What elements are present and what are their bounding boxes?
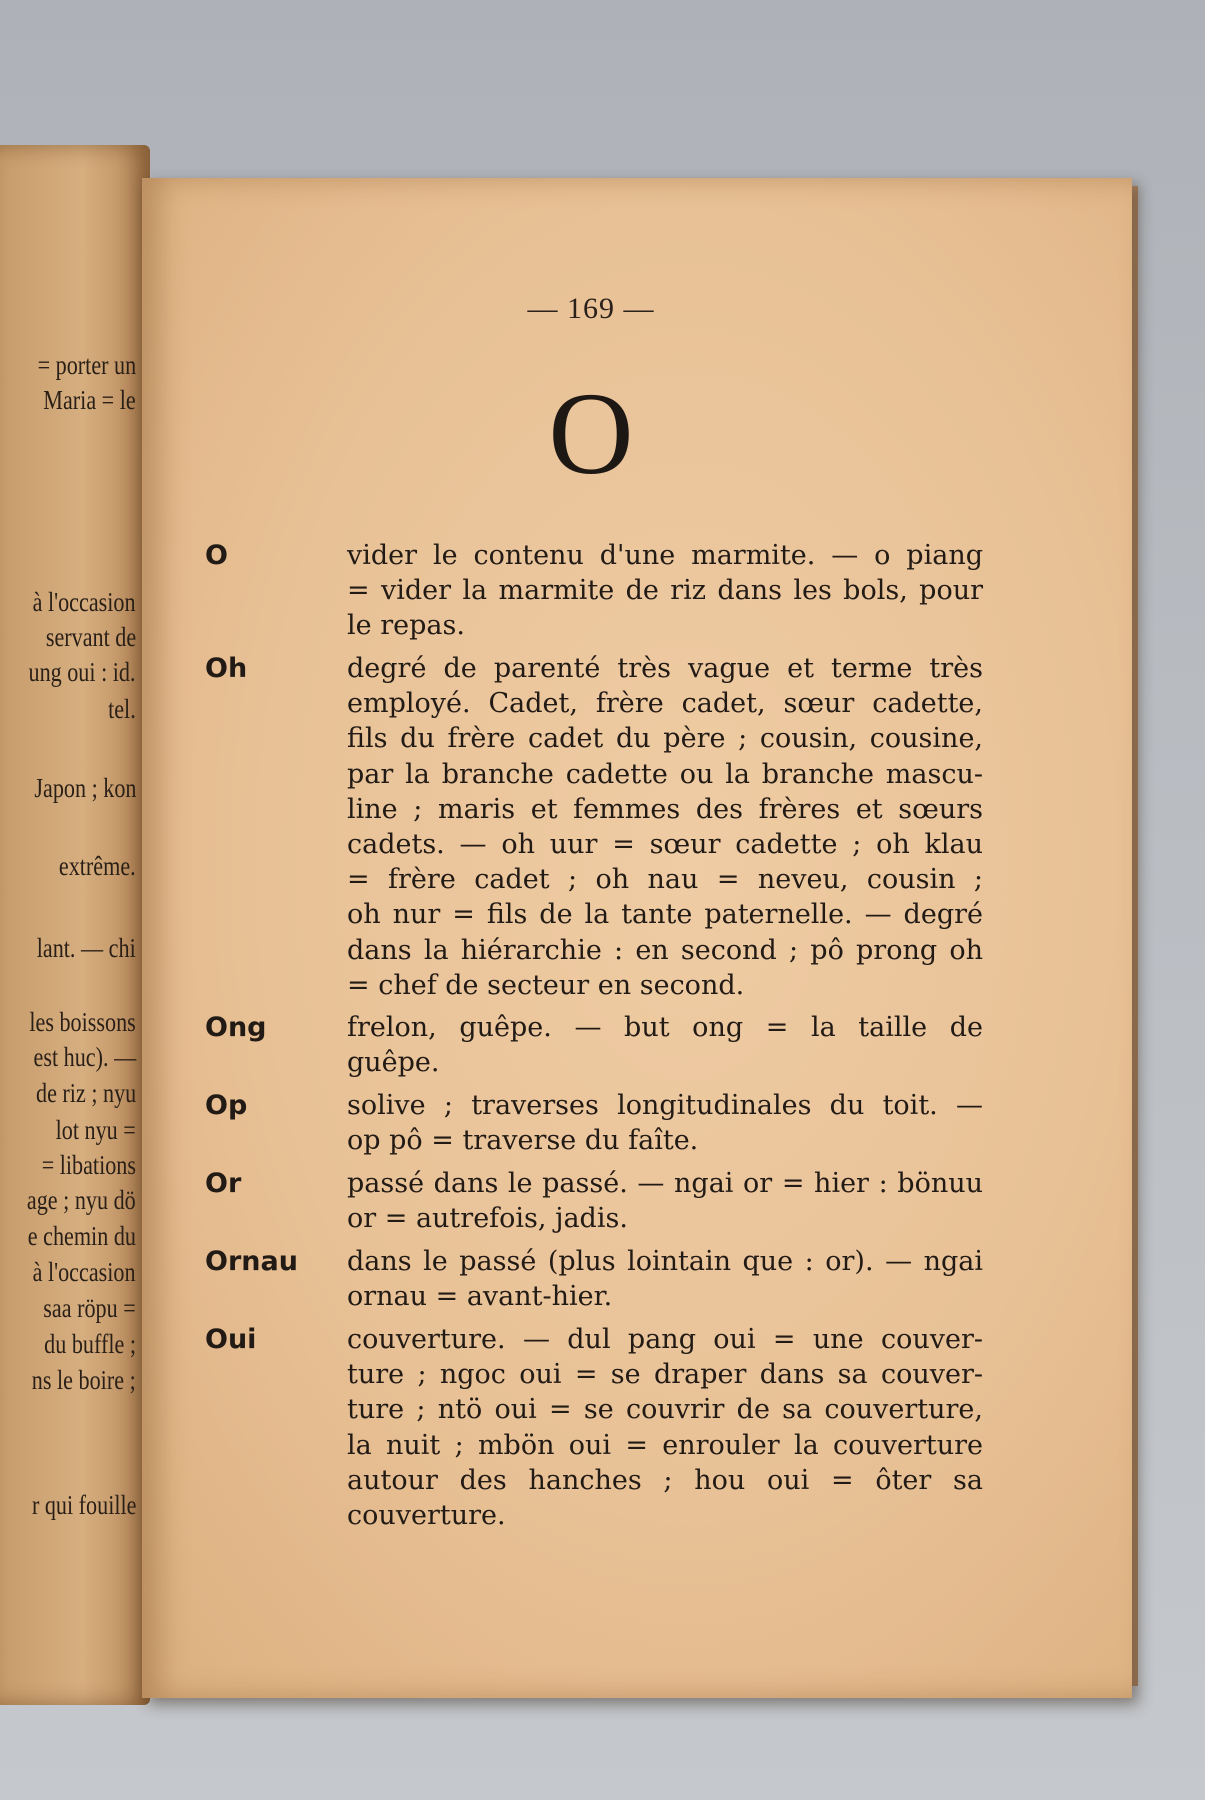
entry-line: couverture. — dul pang oui = une couver- [347, 1324, 983, 1355]
entry-line: autour des hanches ; hou oui = ôter sa [347, 1465, 983, 1496]
entry-line: employé. Cadet, frère cadet, sœur cadette, [347, 688, 983, 719]
entry-line: guêpe. [347, 1047, 440, 1078]
entry-line: dans la hiérarchie : en second ; pô prong oh [347, 935, 983, 966]
entry-line: op pô = traverse du faîte. [347, 1125, 699, 1156]
entry-line: or = autrefois, jadis. [347, 1203, 628, 1234]
entry-line: ture ; ngoc oui = se draper dans sa couver- [347, 1359, 983, 1390]
entry-line: par la branche cadette ou la branche mascu- [347, 759, 983, 790]
entry-line: cadets. — oh uur = sœur cadette ; oh klau [347, 829, 983, 860]
left-page-line: = libations [41, 1150, 136, 1180]
left-page-line: ung oui : id. [28, 657, 136, 687]
entry-line: passé dans le passé. — ngai or = hier : bönuu [347, 1168, 983, 1199]
entry-line: ornau = avant-hier. [347, 1281, 613, 1312]
entry-headword: O [205, 540, 228, 571]
left-page-line: ns le boire ; [32, 1365, 136, 1395]
entry-line: frelon, guêpe. — but ong = la taille de [347, 1012, 983, 1043]
left-page-line: r qui fouille [31, 1490, 136, 1520]
entry-line: dans le passé (plus lointain que : or). — ngai [347, 1246, 983, 1277]
entry-headword: Ornau [205, 1246, 298, 1277]
left-page-line: servant de [45, 622, 136, 652]
page-number: — 169 — [527, 292, 655, 325]
left-page-line: tel. [108, 694, 136, 724]
entry-line: degré de parenté très vague et terme très [347, 653, 983, 684]
left-page-line: est huc). — [33, 1042, 136, 1072]
entry-line: fils du frère cadet du père ; cousin, cousine, [347, 723, 983, 754]
entry-line: le repas. [347, 610, 465, 641]
left-page-line: de riz ; nyu [35, 1078, 136, 1108]
entry-line: = chef de secteur en second. [347, 970, 745, 1001]
entry-line: ture ; ntö oui = se couvrir de sa couverture, [347, 1394, 983, 1425]
left-page-line: saa röpu = [43, 1293, 136, 1323]
entry-line: = vider la marmite de riz dans les bols, pour [347, 575, 983, 606]
left-page-line: = porter un [37, 350, 136, 380]
entry-line: = frère cadet ; oh nau = neveu, cousin ; [347, 864, 983, 895]
left-page-line: lant. — chi [36, 933, 136, 963]
entry-line: line ; maris et femmes des frères et sœurs [347, 794, 983, 825]
entry-line: la nuit ; mbön oui = enrouler la couverture [347, 1430, 983, 1461]
entry-headword: Ong [205, 1012, 267, 1043]
left-page-line: extrême. [59, 851, 136, 881]
left-page-line: age ; nyu dö [27, 1185, 136, 1215]
left-page-line: à l'occasion [33, 587, 136, 617]
left-page-line: e chemin du [27, 1221, 136, 1251]
left-page-line: lot nyu = [55, 1115, 136, 1145]
section-letter: O [548, 368, 634, 499]
entry-line: couverture. [347, 1500, 506, 1531]
entry-headword: Or [205, 1168, 242, 1199]
entry-headword: Op [205, 1090, 248, 1121]
left-page-line: Japon ; kon [33, 773, 136, 803]
entry-line: solive ; traverses longitudinales du toit. — [347, 1090, 983, 1121]
entry-headword: Oui [205, 1324, 257, 1355]
left-page-line: les boissons [29, 1007, 136, 1037]
left-page-line: à l'occasion [33, 1257, 136, 1287]
entry-headword: Oh [205, 653, 248, 684]
entry-line: oh nur = fils de la tante paternelle. — degré [347, 899, 983, 930]
left-page-line: du buffle ; [44, 1329, 136, 1359]
left-page-line: Maria = le [43, 385, 136, 415]
entry-line: vider le contenu d'une marmite. — o piang [347, 540, 983, 571]
